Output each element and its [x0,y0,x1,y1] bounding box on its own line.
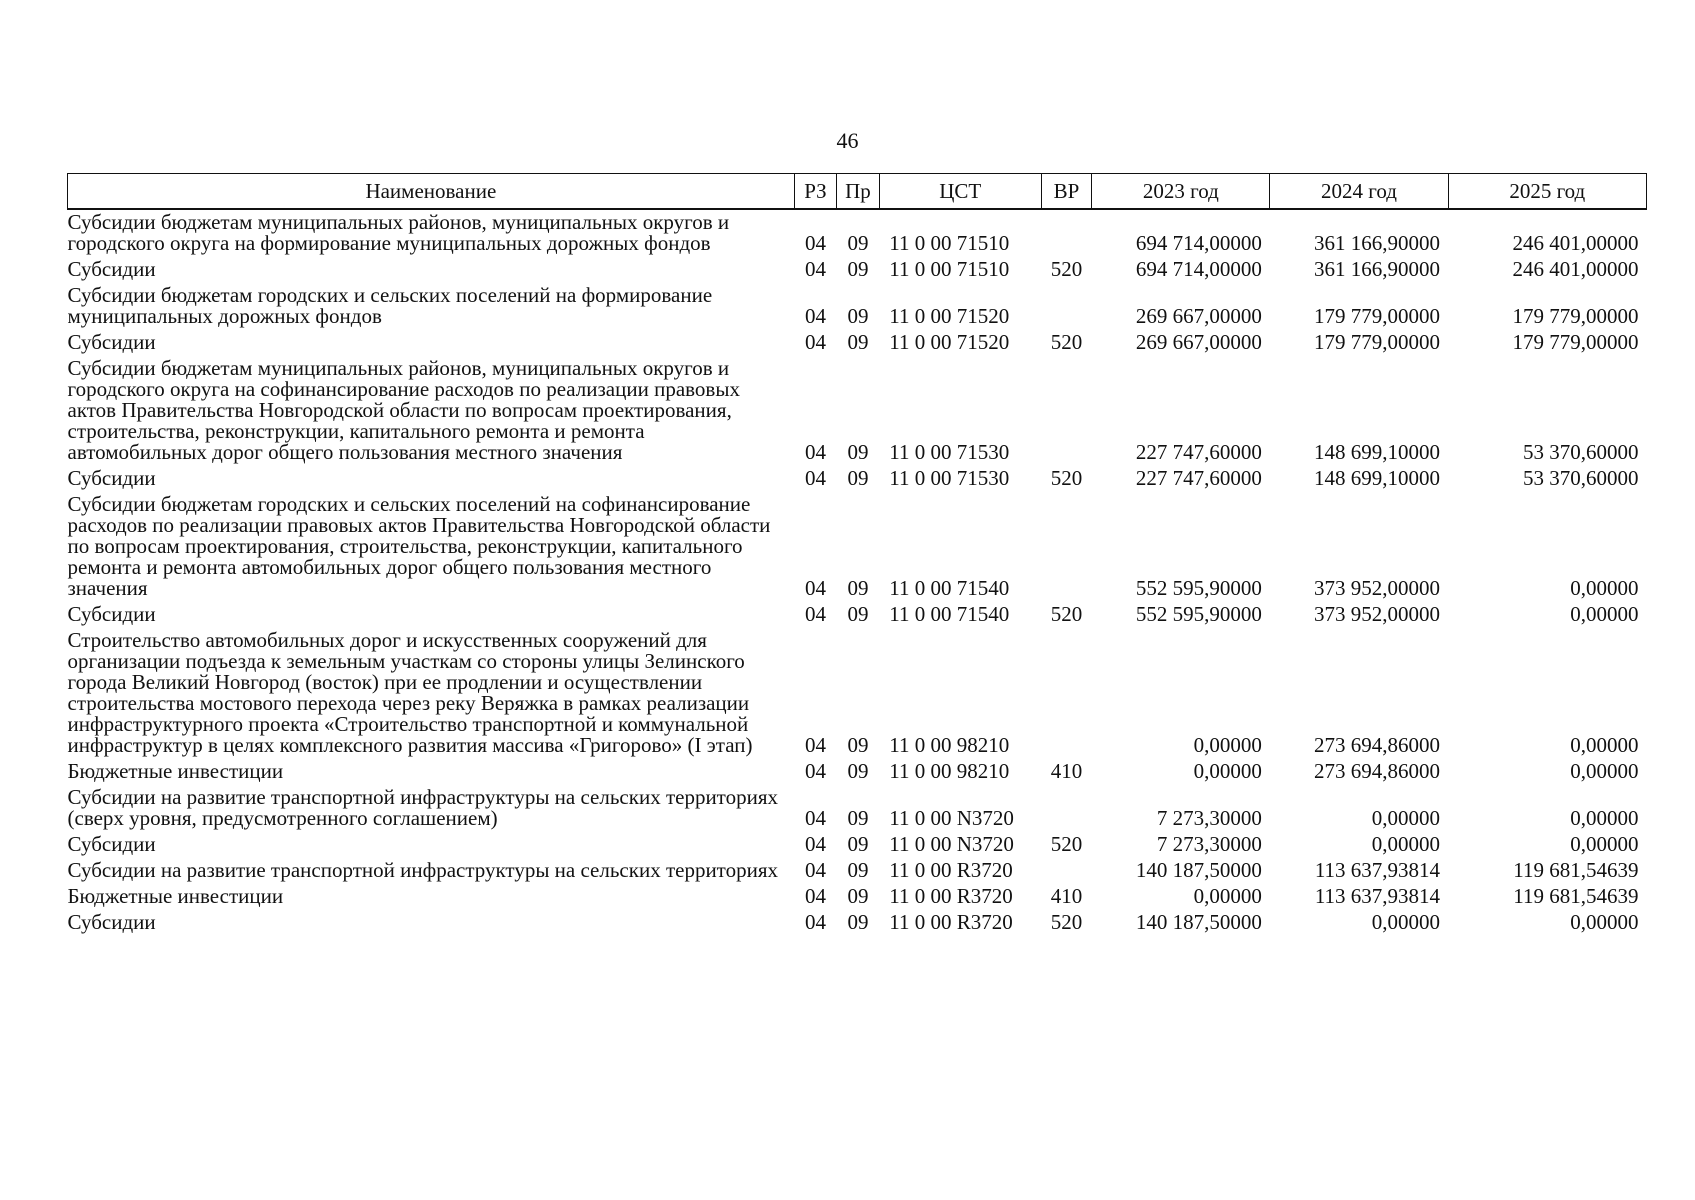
header-2024: 2024 год [1270,174,1448,210]
row-2024: 179 779,00000 [1314,304,1441,328]
header-vr: ВР [1041,174,1092,210]
row-2023: 0,00000 [1193,733,1262,757]
row-2023: 7 273,30000 [1156,832,1262,856]
row-cst: 11 0 00 71520 [889,330,1010,354]
row-name: Субсидии бюджетам муниципальных районов, муниципальных округов и городского округа на формирование муниципальных дорожных фондов [67,210,730,255]
row-rz: 04 [804,733,826,757]
row-2024: 0,00000 [1371,832,1441,856]
row-name: Субсидии [67,602,156,626]
row-cst: 11 0 00 71530 [889,466,1010,490]
table-row [68,785,1647,832]
row-2025: 246 401,00000 [1512,257,1639,281]
row-pr: 09 [847,304,869,328]
row-2023: 552 595,90000 [1135,602,1262,626]
row-2025: 119 681,54639 [1513,884,1639,908]
row-name: Субсидии на развитие транспортной инфраструктуры на сельских территориях [67,858,778,882]
row-cst: 11 0 00 71530 [889,440,1010,464]
row-pr: 09 [847,910,869,934]
row-cst: 11 0 00 R3720 [889,884,1013,908]
row-rz: 04 [804,602,826,626]
row-2023: 140 187,50000 [1135,910,1262,934]
row-vr [1041,492,1092,602]
row-2024: 273 694,86000 [1314,733,1441,757]
table-row [68,330,1647,356]
row-vr [1041,628,1092,759]
table-row [68,910,1647,936]
row-pr: 09 [847,257,869,281]
row-rz: 04 [804,832,826,856]
row-2023: 269 667,00000 [1135,330,1262,354]
row-cst: 11 0 00 71540 [889,576,1010,600]
row-2025: 53 370,60000 [1523,440,1639,464]
table-header-row [68,174,1647,210]
row-rz: 04 [804,330,826,354]
budget-table [67,173,1647,936]
row-2023: 227 747,60000 [1135,440,1262,464]
table-body [68,209,1647,936]
row-2024: 361 166,90000 [1314,231,1441,255]
row-vr: 520 [1050,832,1083,856]
row-name: Бюджетные инвестиции [67,884,284,908]
row-pr: 09 [847,884,869,908]
row-vr [1041,785,1092,832]
row-vr: 520 [1050,257,1083,281]
row-pr: 09 [847,576,869,600]
row-2024: 361 166,90000 [1314,257,1441,281]
row-2024: 148 699,10000 [1314,440,1441,464]
table-row [68,628,1647,759]
row-pr: 09 [847,832,869,856]
row-vr: 520 [1050,330,1083,354]
row-cst: 11 0 00 98210 [889,733,1010,757]
row-pr: 09 [847,759,869,783]
row-2023: 694 714,00000 [1135,231,1262,255]
row-vr: 520 [1050,910,1083,934]
row-cst: 11 0 00 98210 [889,759,1010,783]
row-pr: 09 [847,231,869,255]
page-number: 46 [836,128,859,153]
row-2025: 119 681,54639 [1513,858,1639,882]
row-name: Субсидии [67,832,156,856]
row-name: Субсидии на развитие транспортной инфраструктуры на сельских территориях (сверх уровня, предусмотренного соглашением) [67,785,778,830]
row-2024: 113 637,93814 [1314,884,1441,908]
table-row [68,858,1647,884]
table-row [68,257,1647,283]
row-2025: 0,00000 [1570,832,1639,856]
row-name: Субсидии бюджетам городских и сельских поселений на формирование муниципальных дорожных фондов [67,283,713,328]
table-row [68,884,1647,910]
row-2023: 694 714,00000 [1135,257,1262,281]
row-rz: 04 [804,304,826,328]
header-2025: 2025 год [1448,174,1646,210]
row-name: Субсидии [67,257,156,281]
row-pr: 09 [847,858,869,882]
row-cst: 11 0 00 71520 [889,304,1010,328]
row-pr: 09 [847,330,869,354]
table-row [68,492,1647,602]
header-2023: 2023 год [1092,174,1270,210]
row-vr: 410 [1050,759,1083,783]
header-cst: ЦСТ [879,174,1041,210]
header-rz: РЗ [794,174,837,210]
row-rz: 04 [804,231,826,255]
row-cst: 11 0 00 71510 [889,257,1010,281]
table-row [68,759,1647,785]
table-row [68,209,1647,257]
row-2023: 552 595,90000 [1135,576,1262,600]
row-rz: 04 [804,759,826,783]
row-2024: 373 952,00000 [1314,602,1441,626]
table-row [68,356,1647,466]
row-vr: 520 [1050,466,1083,490]
row-rz: 04 [804,257,826,281]
row-vr [1041,209,1092,257]
row-rz: 04 [804,910,826,934]
row-2025: 0,00000 [1570,759,1639,783]
row-2025: 0,00000 [1570,602,1639,626]
row-name: Субсидии [67,910,156,934]
row-2025: 179 779,00000 [1512,330,1639,354]
row-cst: 11 0 00 N3720 [889,806,1014,830]
row-2025: 0,00000 [1570,806,1639,830]
row-pr: 09 [847,733,869,757]
row-2025: 53 370,60000 [1523,466,1639,490]
row-rz: 04 [804,858,826,882]
row-name: Строительство автомобильных дорог и искусственных сооружений для организации подъезда к земельным участкам со стороны улицы Зелинского города Великий Новгород (восток) при ее продлении и осуществлении строительства мостового перехода через реку Веряжка в рамках реализации инфраструктурного проекта «Строительство транспортной и коммунальной инфраструктур в целях комплексного развития массива «Григорово» (I этап) [67,628,753,757]
row-pr: 09 [847,806,869,830]
row-vr [1041,283,1092,330]
row-pr: 09 [847,440,869,464]
row-2025: 0,00000 [1570,576,1639,600]
row-2023: 7 273,30000 [1156,806,1262,830]
row-2024: 373 952,00000 [1314,576,1441,600]
row-2024: 148 699,10000 [1314,466,1441,490]
row-vr [1041,356,1092,466]
row-vr: 520 [1050,602,1083,626]
row-cst: 11 0 00 71540 [889,602,1010,626]
row-name: Субсидии [67,466,156,490]
table-row [68,832,1647,858]
row-2023: 0,00000 [1193,759,1262,783]
row-2023: 227 747,60000 [1135,466,1262,490]
row-cst: 11 0 00 N3720 [889,832,1014,856]
table-row [68,466,1647,492]
row-2025: 246 401,00000 [1512,231,1639,255]
header-pr: Пр [837,174,880,210]
row-2025: 0,00000 [1570,733,1639,757]
row-cst: 11 0 00 R3720 [889,858,1013,882]
row-2025: 0,00000 [1570,910,1639,934]
row-2025: 179 779,00000 [1512,304,1639,328]
row-2024: 0,00000 [1371,806,1441,830]
row-rz: 04 [804,440,826,464]
row-2024: 0,00000 [1371,910,1441,934]
row-pr: 09 [847,602,869,626]
row-vr: 410 [1050,884,1083,908]
row-2023: 0,00000 [1193,884,1262,908]
row-2023: 140 187,50000 [1135,858,1262,882]
row-rz: 04 [804,884,826,908]
row-2023: 269 667,00000 [1135,304,1262,328]
row-cst: 11 0 00 71510 [889,231,1010,255]
table-row [68,283,1647,330]
header-name: Наименование [68,174,795,210]
row-name: Субсидии бюджетам городских и сельских поселений на софинансирование расходов по реализации правовых актов Правительства Новгородской области по вопросам проектирования, строительства, реконструкции, капитального ремонта и ремонта автомобильных дорог общего пользования местного значения [67,492,771,600]
row-name: Субсидии [67,330,156,354]
row-vr [1041,858,1092,884]
row-pr: 09 [847,466,869,490]
row-2024: 113 637,93814 [1314,858,1441,882]
row-2024: 179 779,00000 [1314,330,1441,354]
table-row [68,602,1647,628]
row-cst: 11 0 00 R3720 [889,910,1013,934]
row-rz: 04 [804,466,826,490]
row-2024: 273 694,86000 [1314,759,1441,783]
row-rz: 04 [804,806,826,830]
row-name: Субсидии бюджетам муниципальных районов, муниципальных округов и городского округа на софинансирование расходов по реализации правовых актов Правительства Новгородской области по вопросам проектирования, строительства, реконструкции, капитального ремонта и ремонта автомобильных дорог общего пользования местного значения [67,356,740,464]
row-rz: 04 [804,576,826,600]
row-name: Бюджетные инвестиции [67,759,284,783]
